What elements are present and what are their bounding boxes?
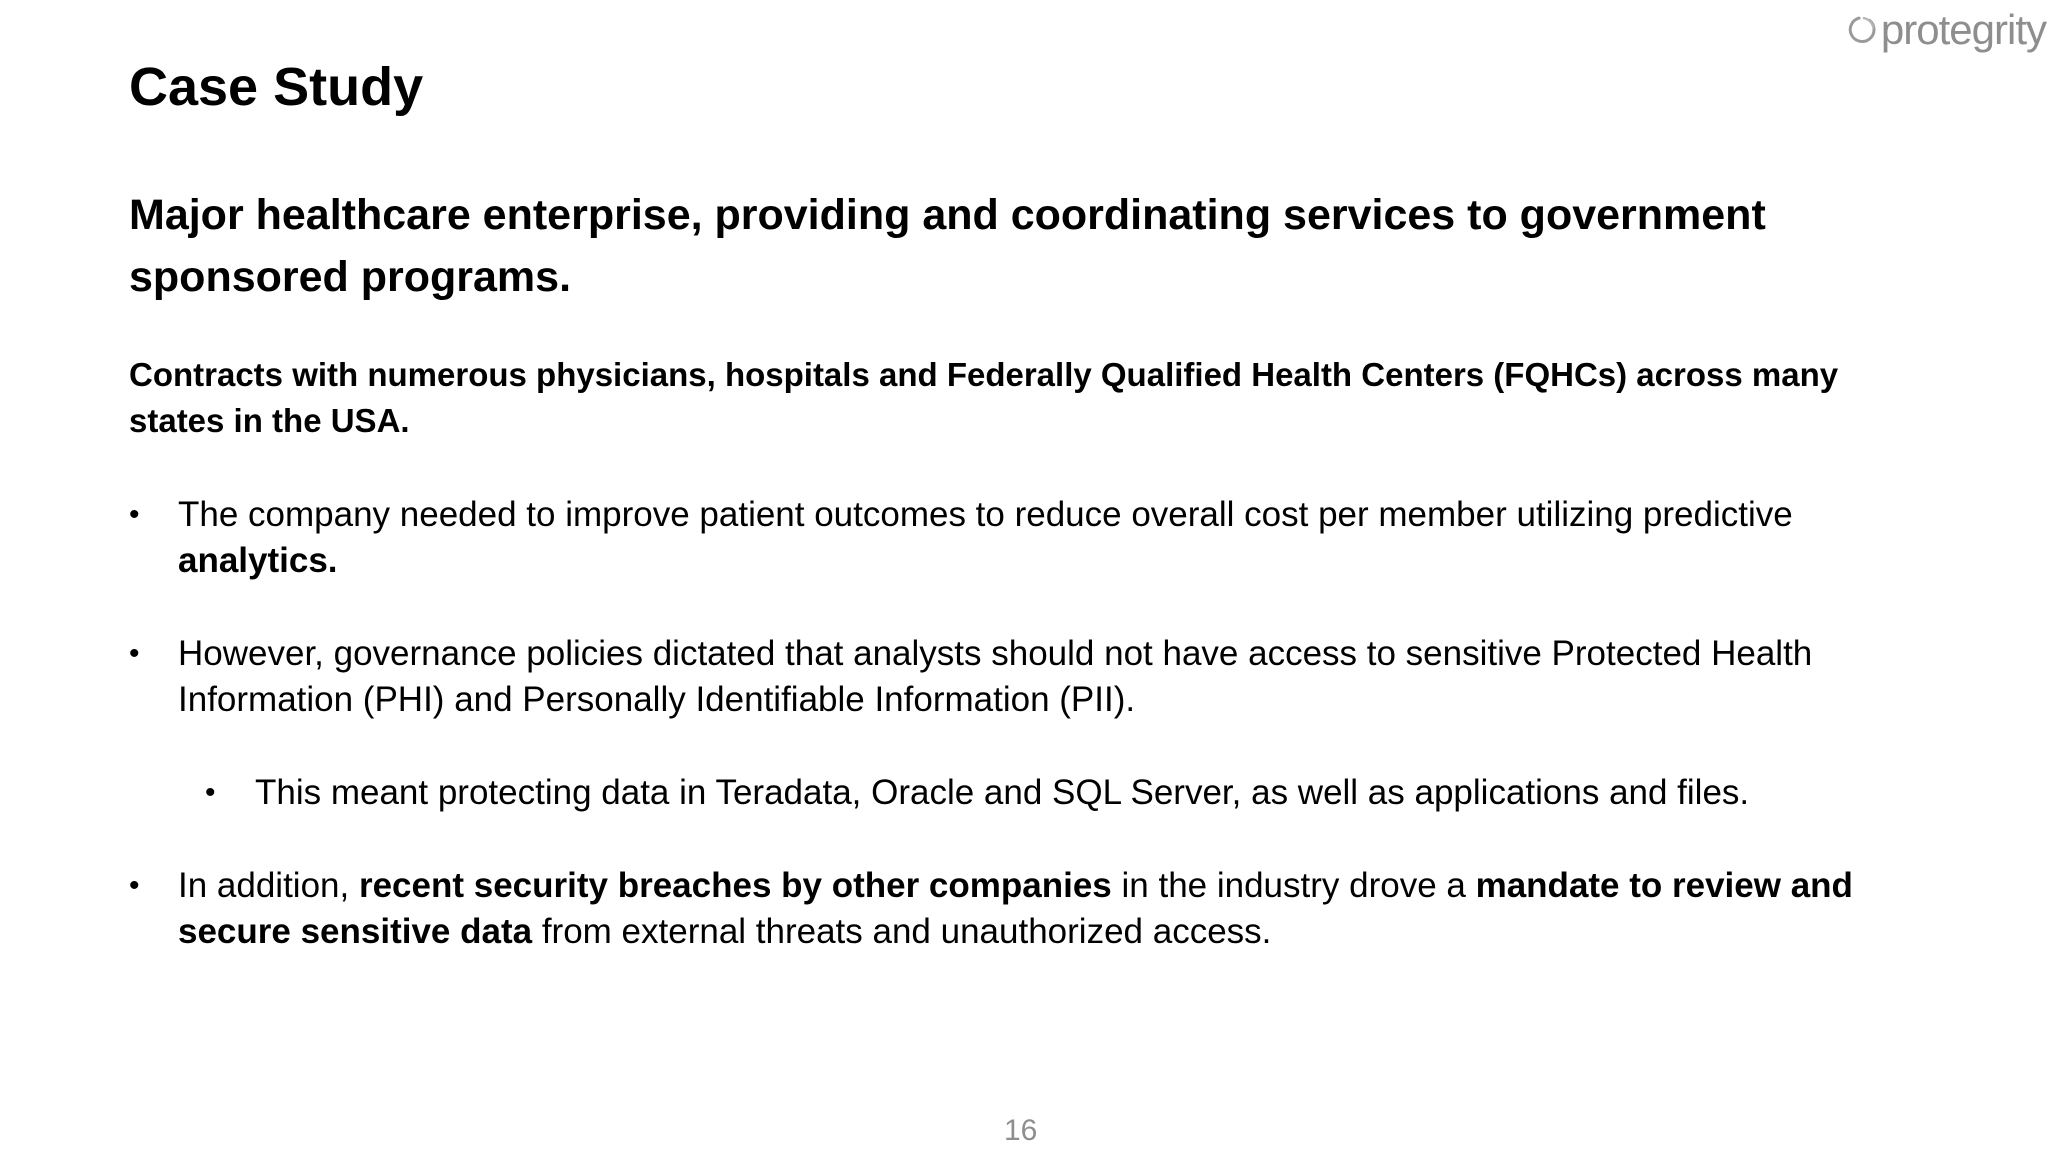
bullet-marker: • xyxy=(205,776,216,809)
lead-paragraph: Contracts with numerous physicians, hospitals and Federally Qualified Health Centers (FQHCs) across many states in the USA. xyxy=(129,356,1839,439)
bullet-marker: • xyxy=(129,637,140,670)
bullet-text-part: In addition, xyxy=(178,866,359,905)
bullet-text-bold: recent security breaches by other companies xyxy=(358,866,1112,905)
bullet-text-bold: analytics. xyxy=(178,541,338,580)
bullet-text-part: in the industry drove a xyxy=(1111,866,1476,905)
bullet-text: This meant protecting data in Teradata, Oracle and SQL Server, as well as applications and files. xyxy=(255,773,1750,812)
subtitle: Major healthcare enterprise, providing and coordinating services to government sponsored programs. xyxy=(129,191,1766,301)
bullet-item xyxy=(129,492,1889,584)
bullet-marker: • xyxy=(129,498,140,531)
bullet-marker: • xyxy=(129,869,140,902)
sub-bullet-item xyxy=(205,770,1905,816)
bullet-item xyxy=(129,631,1889,723)
logo-text: protegrity xyxy=(1880,6,2046,53)
bullet-text xyxy=(129,492,1889,584)
bullet-text-part: The company needed to improve patient outcomes to reduce overall cost per member utilizing predictive xyxy=(178,495,1793,534)
bullet-item xyxy=(129,863,1899,955)
bullet-text-bold: mandate to review and secure sensitive data xyxy=(178,866,1853,951)
protegrity-logo xyxy=(1846,2,2046,58)
bullet-text-part: from external threats and unauthorized access. xyxy=(532,912,1272,951)
bullet-text: However, governance policies dictated that analysts should not have access to sensitive Protected Health Information (PHI) and Personally Identifiable Information (PII). xyxy=(178,634,1813,719)
page-title: Case Study xyxy=(129,57,424,117)
protegrity-logo-mark-icon xyxy=(1846,4,1877,56)
page-number: 16 xyxy=(1004,1114,1038,1147)
bullet-text xyxy=(129,863,1899,955)
